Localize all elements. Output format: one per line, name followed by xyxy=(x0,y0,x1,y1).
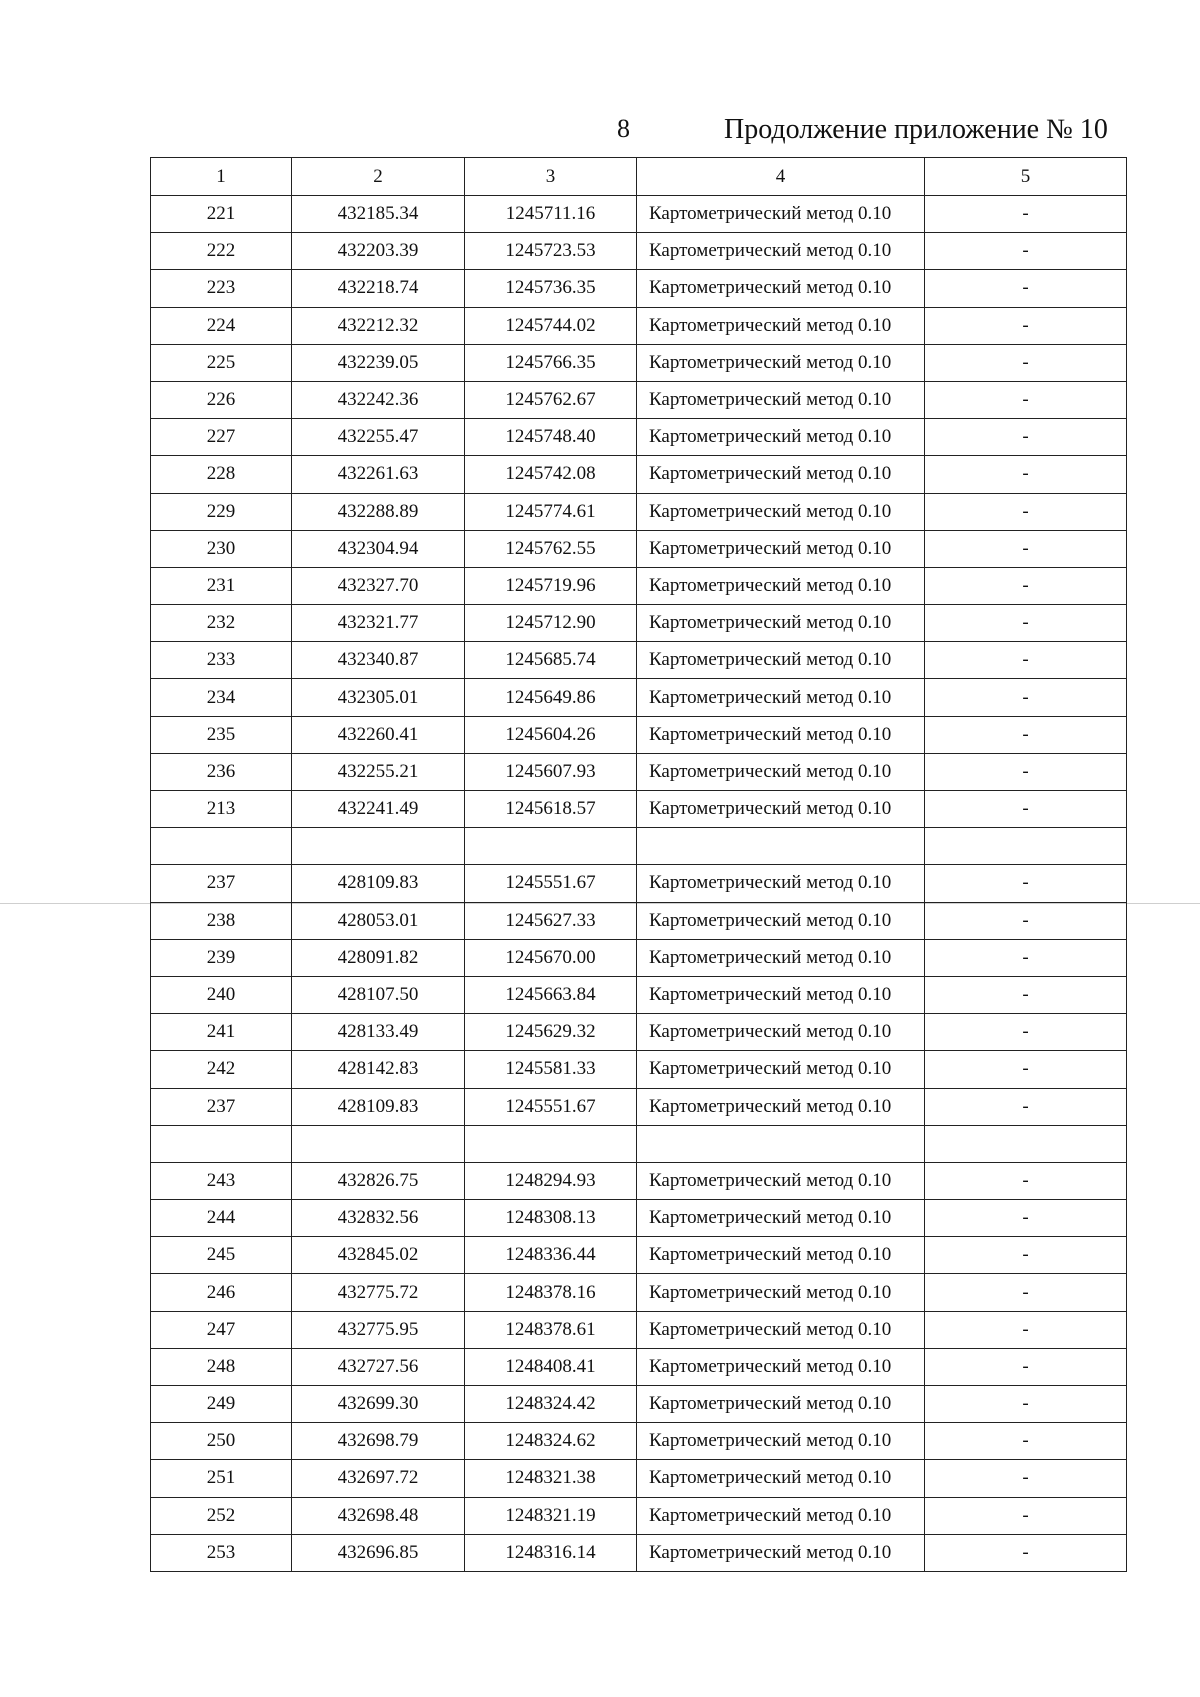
coordinate-y-cell: 1245736.35 xyxy=(465,270,637,307)
point-number-cell: 221 xyxy=(151,196,292,233)
coordinate-y-cell: 1245618.57 xyxy=(465,791,637,828)
coordinate-x-cell: 432340.87 xyxy=(292,642,465,679)
point-number-cell: 249 xyxy=(151,1386,292,1423)
coordinate-y-cell: 1248408.41 xyxy=(465,1348,637,1385)
table-body xyxy=(151,158,1127,1572)
table-row xyxy=(151,1348,1127,1385)
method-cell: Картометрический метод 0.10 xyxy=(637,902,925,939)
table-row xyxy=(151,567,1127,604)
table-header-row xyxy=(151,158,1127,196)
method-cell: Картометрический метод 0.10 xyxy=(637,1460,925,1497)
coordinate-x-cell: 432218.74 xyxy=(292,270,465,307)
table-row xyxy=(151,605,1127,642)
coordinate-x-cell: 432832.56 xyxy=(292,1200,465,1237)
coordinate-y-cell: 1245774.61 xyxy=(465,493,637,530)
method-cell: Картометрический метод 0.10 xyxy=(637,1162,925,1199)
point-number-cell: 237 xyxy=(151,865,292,902)
table-row xyxy=(151,270,1127,307)
coordinate-x-cell: 428091.82 xyxy=(292,939,465,976)
method-cell: Картометрический метод 0.10 xyxy=(637,939,925,976)
coordinate-y-cell: 1245762.67 xyxy=(465,381,637,418)
note-cell: - xyxy=(925,530,1127,567)
table-row xyxy=(151,753,1127,790)
method-cell: Картометрический метод 0.10 xyxy=(637,1423,925,1460)
method-cell: Картометрический метод 0.10 xyxy=(637,1534,925,1571)
coordinate-x-cell: 432260.41 xyxy=(292,716,465,753)
table-row xyxy=(151,1423,1127,1460)
method-cell: Картометрический метод 0.10 xyxy=(637,716,925,753)
coordinate-x-cell xyxy=(292,828,465,865)
note-cell: - xyxy=(925,1348,1127,1385)
header-cell: 5 xyxy=(925,158,1127,196)
coordinate-y-cell: 1245649.86 xyxy=(465,679,637,716)
point-number-cell: 224 xyxy=(151,307,292,344)
table-spacer-row xyxy=(151,1125,1127,1162)
coordinate-y-cell: 1245719.96 xyxy=(465,567,637,604)
point-number-cell: 237 xyxy=(151,1088,292,1125)
note-cell: - xyxy=(925,716,1127,753)
point-number-cell: 235 xyxy=(151,716,292,753)
table-row xyxy=(151,902,1127,939)
coordinate-y-cell: 1245670.00 xyxy=(465,939,637,976)
point-number-cell: 213 xyxy=(151,791,292,828)
method-cell: Картометрический метод 0.10 xyxy=(637,270,925,307)
note-cell: - xyxy=(925,1051,1127,1088)
note-cell: - xyxy=(925,1237,1127,1274)
coordinate-x-cell: 432242.36 xyxy=(292,381,465,418)
coordinate-x-cell xyxy=(292,1125,465,1162)
note-cell: - xyxy=(925,381,1127,418)
table-row xyxy=(151,307,1127,344)
header-cell: 2 xyxy=(292,158,465,196)
coordinate-y-cell xyxy=(465,828,637,865)
coordinate-x-cell: 428109.83 xyxy=(292,865,465,902)
note-cell: - xyxy=(925,1014,1127,1051)
method-cell: Картометрический метод 0.10 xyxy=(637,1051,925,1088)
note-cell: - xyxy=(925,1386,1127,1423)
table-row xyxy=(151,419,1127,456)
note-cell: - xyxy=(925,233,1127,270)
note-cell: - xyxy=(925,1274,1127,1311)
table-row xyxy=(151,642,1127,679)
point-number-cell: 222 xyxy=(151,233,292,270)
point-number-cell: 233 xyxy=(151,642,292,679)
table-spacer-row xyxy=(151,828,1127,865)
coordinate-y-cell: 1248321.38 xyxy=(465,1460,637,1497)
coordinate-x-cell: 432239.05 xyxy=(292,344,465,381)
table-row xyxy=(151,1497,1127,1534)
note-cell xyxy=(925,828,1127,865)
coordinate-x-cell: 432241.49 xyxy=(292,791,465,828)
note-cell: - xyxy=(925,1088,1127,1125)
coordinate-y-cell: 1248336.44 xyxy=(465,1237,637,1274)
point-number-cell: 250 xyxy=(151,1423,292,1460)
note-cell: - xyxy=(925,1162,1127,1199)
table-row xyxy=(151,976,1127,1013)
coordinate-y-cell: 1245581.33 xyxy=(465,1051,637,1088)
note-cell: - xyxy=(925,976,1127,1013)
coordinate-x-cell: 432775.72 xyxy=(292,1274,465,1311)
coordinate-x-cell: 432203.39 xyxy=(292,233,465,270)
coordinate-x-cell: 432255.47 xyxy=(292,419,465,456)
header-cell: 4 xyxy=(637,158,925,196)
table-row xyxy=(151,530,1127,567)
coordinates-table xyxy=(150,157,1127,1572)
coordinate-x-cell: 428053.01 xyxy=(292,902,465,939)
point-number-cell: 243 xyxy=(151,1162,292,1199)
point-number-cell: 238 xyxy=(151,902,292,939)
coordinate-x-cell: 428133.49 xyxy=(292,1014,465,1051)
method-cell: Картометрический метод 0.10 xyxy=(637,196,925,233)
table-row xyxy=(151,1460,1127,1497)
coordinate-x-cell: 432288.89 xyxy=(292,493,465,530)
note-cell xyxy=(925,1125,1127,1162)
note-cell: - xyxy=(925,865,1127,902)
table-row xyxy=(151,233,1127,270)
note-cell: - xyxy=(925,642,1127,679)
coordinate-y-cell: 1248324.42 xyxy=(465,1386,637,1423)
method-cell: Картометрический метод 0.10 xyxy=(637,753,925,790)
method-cell: Картометрический метод 0.10 xyxy=(637,1311,925,1348)
table-row xyxy=(151,493,1127,530)
coordinate-x-cell: 432699.30 xyxy=(292,1386,465,1423)
table-row xyxy=(151,1088,1127,1125)
table-row xyxy=(151,381,1127,418)
point-number-cell: 245 xyxy=(151,1237,292,1274)
point-number-cell: 225 xyxy=(151,344,292,381)
coordinate-y-cell: 1245742.08 xyxy=(465,456,637,493)
table-row xyxy=(151,1386,1127,1423)
point-number-cell: 228 xyxy=(151,456,292,493)
note-cell: - xyxy=(925,419,1127,456)
point-number-cell: 242 xyxy=(151,1051,292,1088)
coordinate-y-cell: 1245766.35 xyxy=(465,344,637,381)
point-number-cell xyxy=(151,828,292,865)
note-cell: - xyxy=(925,196,1127,233)
coordinate-x-cell: 432305.01 xyxy=(292,679,465,716)
table-row xyxy=(151,939,1127,976)
point-number-cell xyxy=(151,1125,292,1162)
coordinate-y-cell: 1248378.16 xyxy=(465,1274,637,1311)
note-cell: - xyxy=(925,456,1127,493)
note-cell: - xyxy=(925,791,1127,828)
table-row xyxy=(151,1051,1127,1088)
point-number-cell: 248 xyxy=(151,1348,292,1385)
note-cell: - xyxy=(925,1497,1127,1534)
coordinate-y-cell: 1248324.62 xyxy=(465,1423,637,1460)
table-row xyxy=(151,1237,1127,1274)
point-number-cell: 247 xyxy=(151,1311,292,1348)
table-row xyxy=(151,791,1127,828)
coordinate-x-cell: 432304.94 xyxy=(292,530,465,567)
method-cell xyxy=(637,828,925,865)
coordinate-y-cell: 1245629.32 xyxy=(465,1014,637,1051)
coordinate-x-cell: 432321.77 xyxy=(292,605,465,642)
note-cell: - xyxy=(925,567,1127,604)
method-cell: Картометрический метод 0.10 xyxy=(637,1348,925,1385)
table-row xyxy=(151,1200,1127,1237)
coordinate-x-cell: 428109.83 xyxy=(292,1088,465,1125)
point-number-cell: 241 xyxy=(151,1014,292,1051)
coordinate-x-cell: 432696.85 xyxy=(292,1534,465,1571)
table-row xyxy=(151,716,1127,753)
note-cell: - xyxy=(925,307,1127,344)
coordinate-x-cell: 432255.21 xyxy=(292,753,465,790)
coordinate-y-cell: 1248294.93 xyxy=(465,1162,637,1199)
point-number-cell: 244 xyxy=(151,1200,292,1237)
coordinate-x-cell: 432327.70 xyxy=(292,567,465,604)
coordinate-y-cell: 1245551.67 xyxy=(465,1088,637,1125)
method-cell: Картометрический метод 0.10 xyxy=(637,456,925,493)
method-cell: Картометрический метод 0.10 xyxy=(637,1386,925,1423)
coordinate-y-cell: 1245748.40 xyxy=(465,419,637,456)
coordinate-x-cell: 432185.34 xyxy=(292,196,465,233)
table-row xyxy=(151,196,1127,233)
coordinate-x-cell: 432698.48 xyxy=(292,1497,465,1534)
coordinate-x-cell: 428142.83 xyxy=(292,1051,465,1088)
coordinate-x-cell: 432826.75 xyxy=(292,1162,465,1199)
point-number-cell: 252 xyxy=(151,1497,292,1534)
note-cell: - xyxy=(925,1460,1127,1497)
method-cell: Картометрический метод 0.10 xyxy=(637,865,925,902)
note-cell: - xyxy=(925,1423,1127,1460)
coordinate-y-cell: 1245551.67 xyxy=(465,865,637,902)
coordinate-y-cell: 1245627.33 xyxy=(465,902,637,939)
coordinate-x-cell: 432698.79 xyxy=(292,1423,465,1460)
header-cell: 1 xyxy=(151,158,292,196)
note-cell: - xyxy=(925,1200,1127,1237)
page-title: Продолжение приложение № 10 xyxy=(724,114,1108,145)
note-cell: - xyxy=(925,270,1127,307)
point-number-cell: 229 xyxy=(151,493,292,530)
table-row xyxy=(151,1162,1127,1199)
method-cell: Картометрический метод 0.10 xyxy=(637,1497,925,1534)
point-number-cell: 234 xyxy=(151,679,292,716)
method-cell: Картометрический метод 0.10 xyxy=(637,1237,925,1274)
note-cell: - xyxy=(925,939,1127,976)
point-number-cell: 236 xyxy=(151,753,292,790)
table-row xyxy=(151,1274,1127,1311)
table-row xyxy=(151,1311,1127,1348)
point-number-cell: 230 xyxy=(151,530,292,567)
method-cell: Картометрический метод 0.10 xyxy=(637,642,925,679)
table-row xyxy=(151,344,1127,381)
coordinate-x-cell: 432697.72 xyxy=(292,1460,465,1497)
point-number-cell: 223 xyxy=(151,270,292,307)
coordinate-x-cell: 432261.63 xyxy=(292,456,465,493)
coordinate-y-cell: 1245607.93 xyxy=(465,753,637,790)
coordinate-y-cell: 1245685.74 xyxy=(465,642,637,679)
method-cell: Картометрический метод 0.10 xyxy=(637,679,925,716)
coordinate-x-cell: 428107.50 xyxy=(292,976,465,1013)
note-cell: - xyxy=(925,753,1127,790)
note-cell: - xyxy=(925,902,1127,939)
coordinate-y-cell: 1248316.14 xyxy=(465,1534,637,1571)
note-cell: - xyxy=(925,1311,1127,1348)
point-number-cell: 251 xyxy=(151,1460,292,1497)
point-number-cell: 239 xyxy=(151,939,292,976)
method-cell: Картометрический метод 0.10 xyxy=(637,1088,925,1125)
method-cell: Картометрический метод 0.10 xyxy=(637,1014,925,1051)
coordinate-y-cell: 1248321.19 xyxy=(465,1497,637,1534)
method-cell: Картометрический метод 0.10 xyxy=(637,419,925,456)
page-number: 8 xyxy=(617,114,630,143)
coordinate-y-cell: 1245663.84 xyxy=(465,976,637,1013)
coordinate-y-cell: 1245712.90 xyxy=(465,605,637,642)
coordinate-y-cell: 1248308.13 xyxy=(465,1200,637,1237)
method-cell: Картометрический метод 0.10 xyxy=(637,381,925,418)
point-number-cell: 231 xyxy=(151,567,292,604)
header-cell: 3 xyxy=(465,158,637,196)
table-row xyxy=(151,679,1127,716)
method-cell: Картометрический метод 0.10 xyxy=(637,567,925,604)
table-row xyxy=(151,1534,1127,1571)
note-cell: - xyxy=(925,493,1127,530)
method-cell: Картометрический метод 0.10 xyxy=(637,791,925,828)
coordinate-y-cell: 1245723.53 xyxy=(465,233,637,270)
method-cell: Картометрический метод 0.10 xyxy=(637,976,925,1013)
note-cell: - xyxy=(925,344,1127,381)
point-number-cell: 226 xyxy=(151,381,292,418)
point-number-cell: 253 xyxy=(151,1534,292,1571)
table-row xyxy=(151,1014,1127,1051)
method-cell: Картометрический метод 0.10 xyxy=(637,1200,925,1237)
coordinate-y-cell: 1245604.26 xyxy=(465,716,637,753)
point-number-cell: 246 xyxy=(151,1274,292,1311)
method-cell: Картометрический метод 0.10 xyxy=(637,307,925,344)
method-cell: Картометрический метод 0.10 xyxy=(637,493,925,530)
coordinate-y-cell: 1245744.02 xyxy=(465,307,637,344)
method-cell xyxy=(637,1125,925,1162)
table-row xyxy=(151,456,1127,493)
point-number-cell: 232 xyxy=(151,605,292,642)
coordinate-y-cell: 1245711.16 xyxy=(465,196,637,233)
table-row xyxy=(151,865,1127,902)
point-number-cell: 227 xyxy=(151,419,292,456)
method-cell: Картометрический метод 0.10 xyxy=(637,233,925,270)
note-cell: - xyxy=(925,605,1127,642)
coordinate-y-cell: 1248378.61 xyxy=(465,1311,637,1348)
coordinate-y-cell: 1245762.55 xyxy=(465,530,637,567)
method-cell: Картометрический метод 0.10 xyxy=(637,344,925,381)
coordinate-x-cell: 432212.32 xyxy=(292,307,465,344)
coordinate-x-cell: 432727.56 xyxy=(292,1348,465,1385)
method-cell: Картометрический метод 0.10 xyxy=(637,1274,925,1311)
coordinate-x-cell: 432845.02 xyxy=(292,1237,465,1274)
coordinate-x-cell: 432775.95 xyxy=(292,1311,465,1348)
note-cell: - xyxy=(925,1534,1127,1571)
method-cell: Картометрический метод 0.10 xyxy=(637,605,925,642)
note-cell: - xyxy=(925,679,1127,716)
point-number-cell: 240 xyxy=(151,976,292,1013)
coordinate-y-cell xyxy=(465,1125,637,1162)
method-cell: Картометрический метод 0.10 xyxy=(637,530,925,567)
